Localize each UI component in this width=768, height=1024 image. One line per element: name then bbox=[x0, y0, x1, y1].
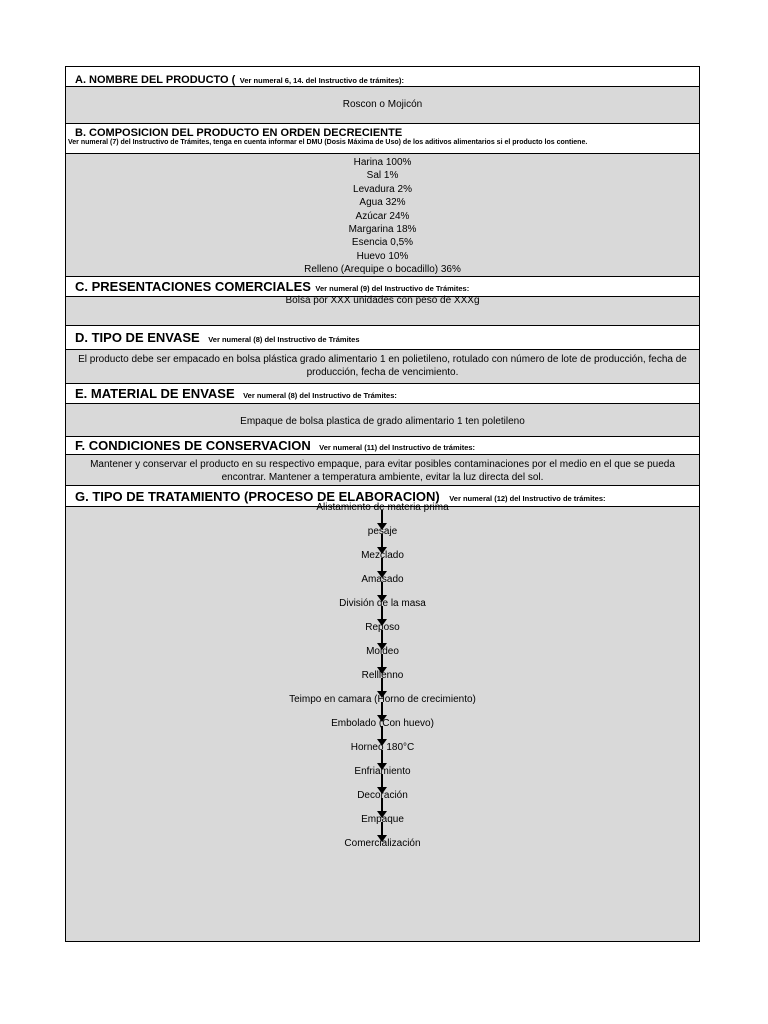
section-e-title: E. MATERIAL DE ENVASE bbox=[75, 386, 235, 401]
section-a-header bbox=[66, 67, 699, 87]
section-c-subtitle: Ver numeral (9) del Instructivo de Trámites: bbox=[315, 284, 470, 293]
ingredient-item: Relleno (Arequipe o bocadillo) 36% bbox=[304, 264, 461, 276]
process-step: Teimpo en camara (Horno de crecimiento) bbox=[289, 694, 476, 705]
container-type: El producto debe ser empacado en bolsa plástica grado alimentario 1 en polietileno, rotulado con número de lote de producción, fecha de producción, fecha de vencimiento. bbox=[78, 354, 687, 379]
process-step: Alistamiento de materia prima bbox=[316, 502, 449, 513]
process-step: Decoración bbox=[357, 790, 408, 801]
section-g-body bbox=[66, 502, 699, 941]
section-a-title: A. NOMBRE DEL PRODUCTO ( bbox=[75, 74, 236, 86]
section-f-header bbox=[66, 437, 699, 455]
section-f-body bbox=[66, 455, 699, 486]
section-d-header bbox=[66, 326, 699, 350]
product-name: Roscon o Mojicón bbox=[342, 99, 423, 110]
ingredient-item: Harina 100% bbox=[353, 157, 412, 168]
ingredient-item: Levadura 2% bbox=[353, 183, 412, 195]
process-step: Empaque bbox=[361, 814, 404, 825]
ingredient-item: Azúcar 24% bbox=[355, 210, 410, 222]
section-e-body bbox=[66, 404, 699, 437]
process-step: Embolado (Con huevo) bbox=[331, 718, 434, 729]
section-f-subtitle: Ver numeral (11) del Instructivo de trámites: bbox=[319, 443, 476, 452]
process-step: Mezclado bbox=[361, 550, 404, 561]
commercial-presentation: Bolsa por XXX unidades con peso de XXXg bbox=[285, 295, 480, 306]
process-step: Comercialización bbox=[344, 838, 421, 849]
section-d-subtitle: Ver numeral (8) del Instructivo de Trámites bbox=[208, 335, 360, 344]
process-step: Amasado bbox=[361, 574, 404, 585]
section-b-subtitle: Ver numeral (7) del Instructivo de Trámites, tenga en cuenta informar el DMU (Dosis Máxima de Uso) de los aditivos alimentarios si el producto los contiene. bbox=[68, 139, 588, 146]
process-step: Relllenno bbox=[361, 670, 404, 681]
section-b-body bbox=[66, 154, 699, 277]
section-e-subtitle: Ver numeral (8) del Instructivo de Trámites: bbox=[243, 391, 397, 400]
ingredient-item: Margarina 18% bbox=[348, 224, 417, 236]
section-d-body bbox=[66, 350, 699, 384]
ingredient-item: Sal 1% bbox=[366, 170, 399, 182]
process-step: Reposo bbox=[365, 622, 400, 633]
section-c-title: C. PRESENTACIONES COMERCIALES bbox=[75, 279, 311, 294]
section-g-subtitle: Ver numeral (12) del Instructivo de trámites: bbox=[449, 494, 606, 503]
section-g-title: G. TIPO DE TRATAMIENTO (PROCESO DE ELABORACION) bbox=[75, 489, 440, 504]
section-a-subtitle: Ver numeral 6, 14. del Instructivo de trámites): bbox=[239, 76, 405, 85]
process-flowchart bbox=[66, 502, 699, 941]
ingredient-item: Agua 32% bbox=[359, 197, 406, 209]
ingredient-item: Esencia 0,5% bbox=[351, 237, 414, 249]
section-a-body bbox=[66, 87, 699, 124]
section-d-title: D. TIPO DE ENVASE bbox=[75, 330, 200, 345]
section-e-header bbox=[66, 384, 699, 404]
ingredient-item: Huevo 10% bbox=[356, 250, 409, 262]
ingredient-list bbox=[66, 154, 699, 277]
process-step: División de la masa bbox=[339, 598, 426, 609]
process-step: Moldeo bbox=[366, 646, 399, 657]
product-form bbox=[65, 66, 700, 942]
process-step: pesaje bbox=[367, 526, 398, 537]
section-c-body bbox=[66, 297, 699, 326]
container-material: Empaque de bolsa plastica de grado alimentario 1 ten poletileno bbox=[240, 416, 525, 427]
process-step: Enfriamiento bbox=[354, 766, 411, 777]
process-step: Horneo 180°C bbox=[350, 742, 415, 753]
storage-conditions: Mantener y conservar el producto en su respectivo empaque, para evitar posibles contaminaciones por el medio en el que se pueda encontrar. Mantener a temperatura ambiente, evitar la luz directa del sol. bbox=[90, 459, 675, 484]
section-b-header bbox=[66, 124, 699, 154]
section-b-title: B. COMPOSICION DEL PRODUCTO EN ORDEN DECRECIENTE bbox=[75, 127, 403, 139]
section-f-title: F. CONDICIONES DE CONSERVACION bbox=[75, 438, 311, 453]
